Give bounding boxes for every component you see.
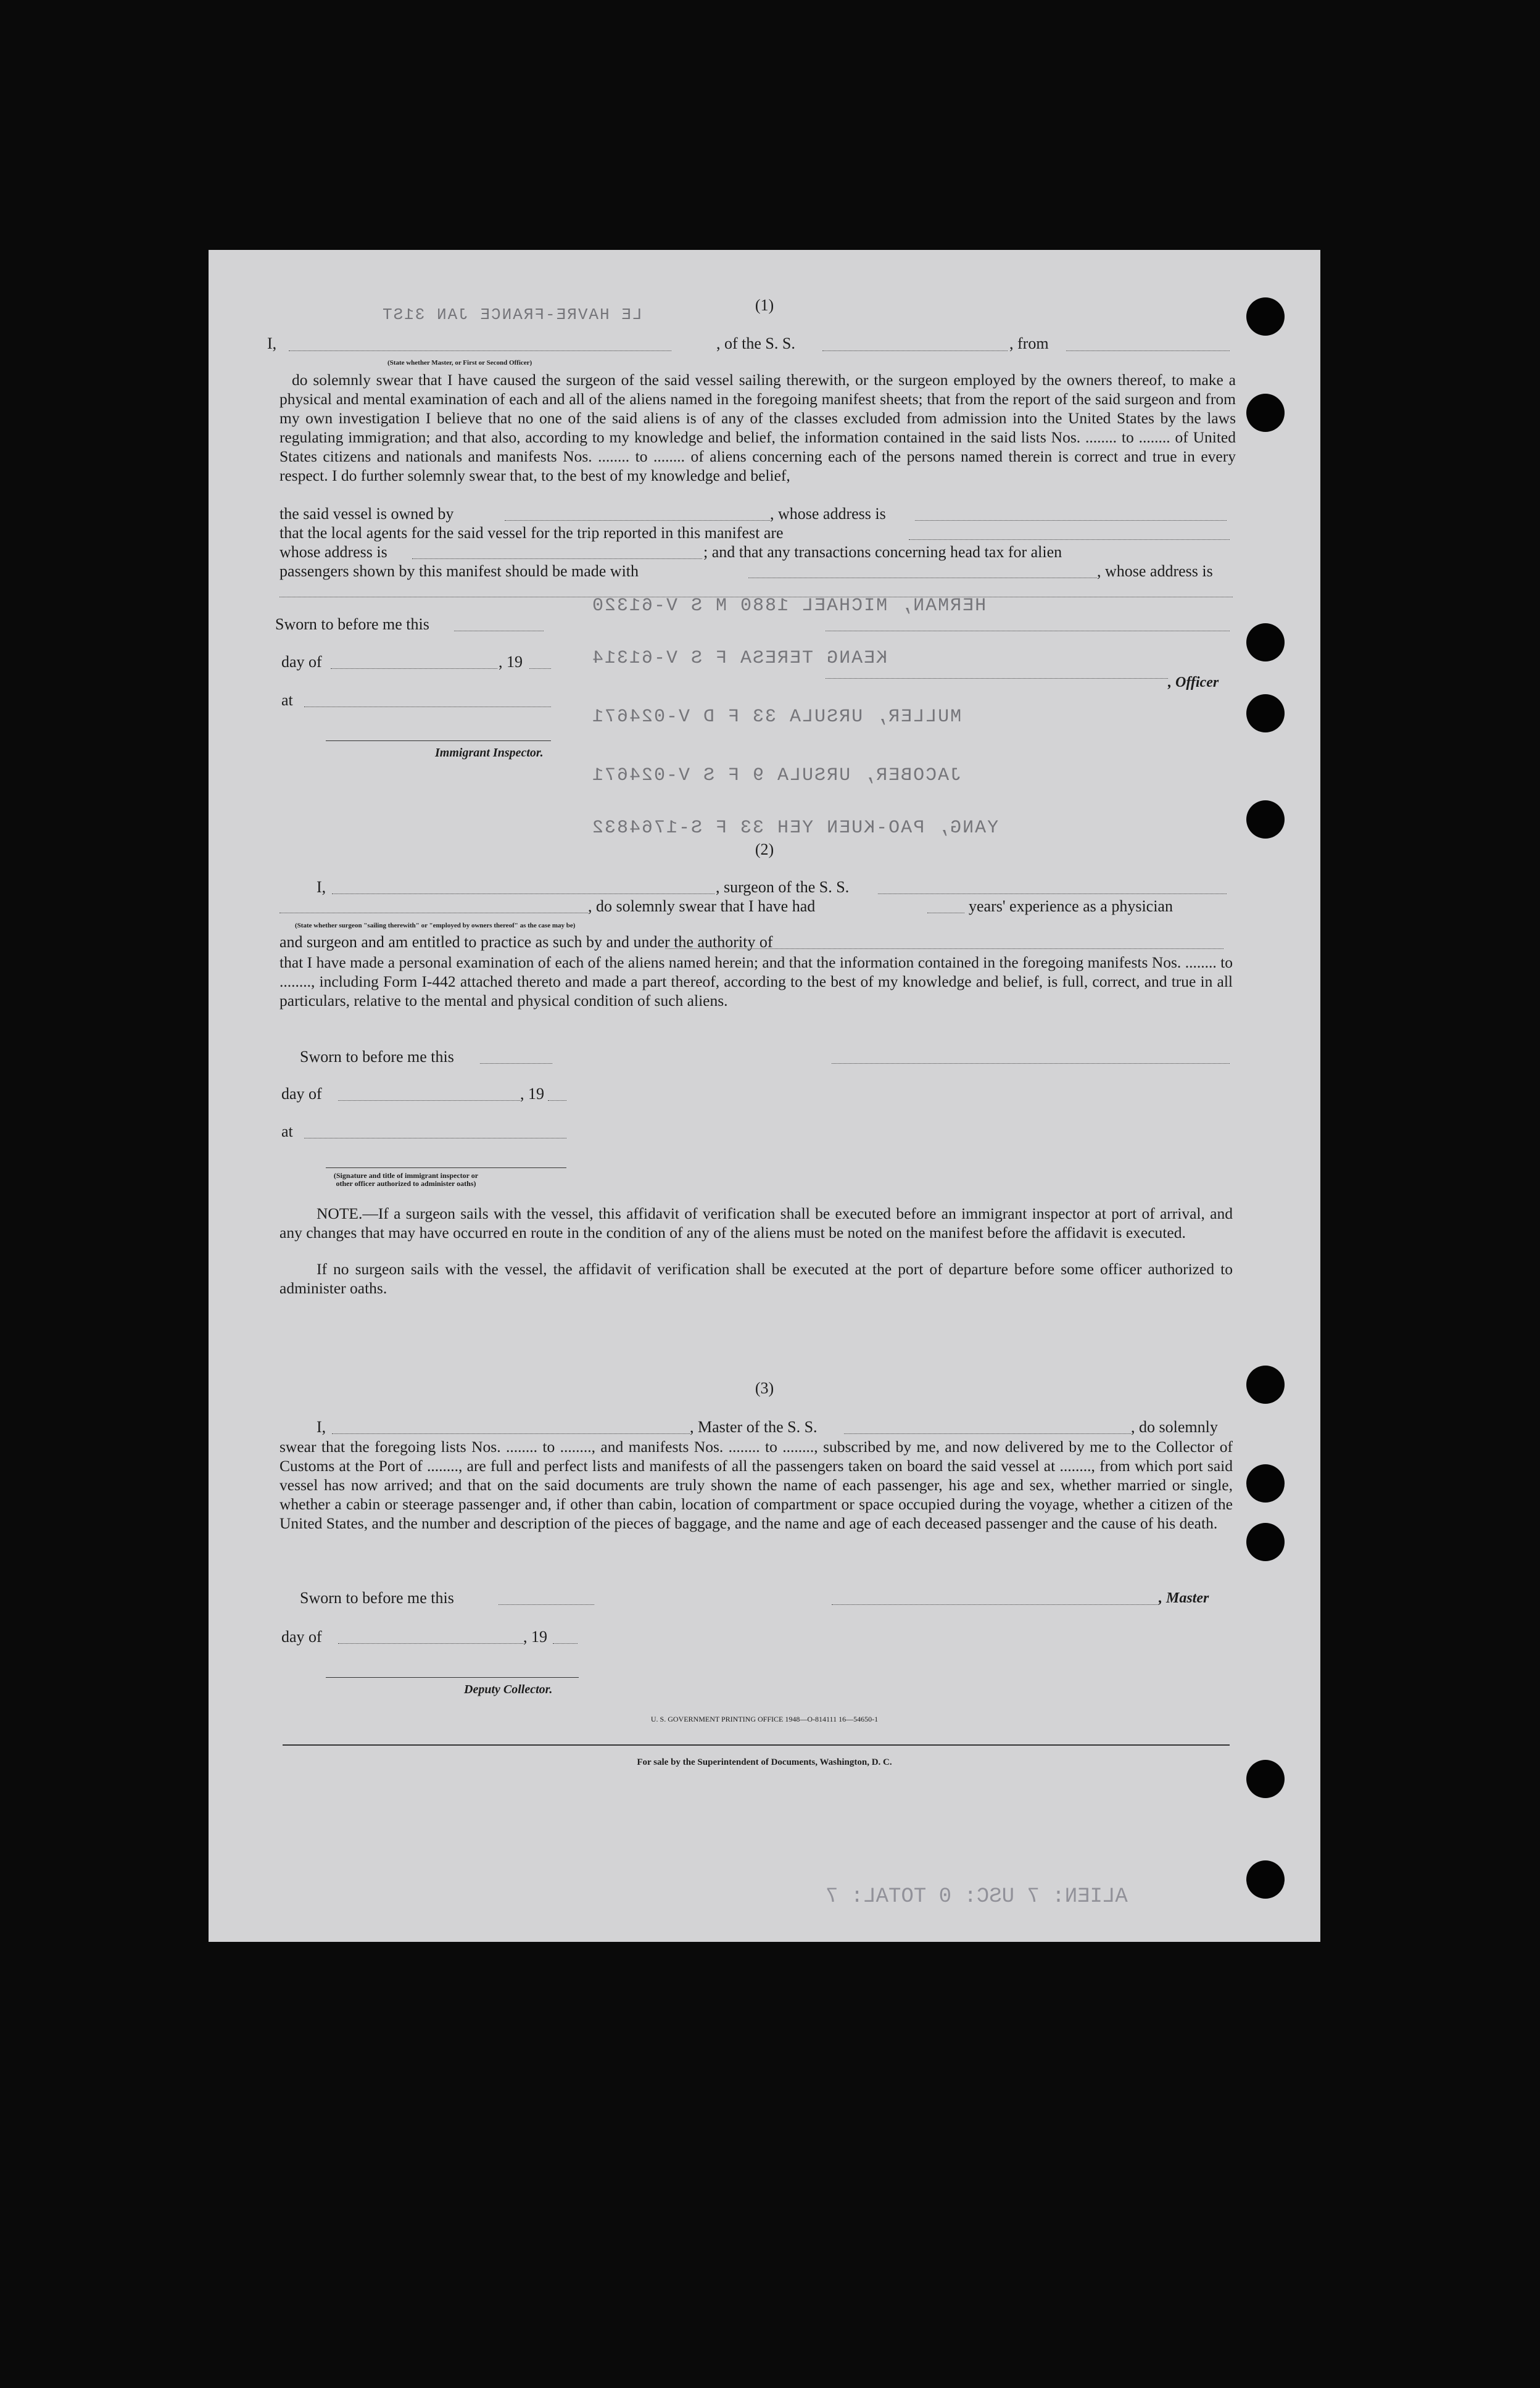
affidavit-2-right-line — [832, 1063, 1230, 1064]
surgeon-note: NOTE.—If a surgeon sails with the vessel, this affidavit of verification shall be executed before an immigrant inspector at port of arrival, and any changes that may have occurred en route in the condition of any of the aliens must be noted on the manifest before the affidavit is executed. — [279, 1204, 1233, 1242]
binder-hole-7 — [1246, 1464, 1285, 1503]
affidavit-1-text: do solemnly swear that I have caused the surgeon of the said vessel sailing therewith, or the surgeon employed by the owners thereof, to make a physical and mental examination of each and all of the aliens named in the foregoing manifest sheets; that from the report of the said surgeon and from my own investigation I believe that no one of the said aliens is of any of the classes excluded from admission into the United States by the laws regulating immigration; and that also, according to my knowledge and belief, the information contained in the said lists Nos. ........ to ........ of United States citizens and nationals and manifests Nos. ........ to ........ of aliens concerning each of the persons named therein is correct and true in every respect. I do further solemnly swear that, to the best of my knowledge and belief, — [279, 371, 1236, 484]
binder-hole-9 — [1246, 1760, 1285, 1798]
vessel-name-line — [822, 350, 1008, 351]
binder-hole-4 — [1246, 694, 1285, 732]
binder-hole-1 — [1246, 297, 1285, 336]
deputy-collector-label: Deputy Collector. — [464, 1683, 553, 1696]
affidavit-1-heading: (1) — [755, 296, 774, 314]
master-signature-line — [832, 1604, 1159, 1605]
from-label: , from — [1009, 334, 1049, 352]
binder-hole-10 — [1246, 1860, 1285, 1899]
affidavit-1-year-line — [529, 668, 551, 669]
affidavit-1-year: , 19 — [499, 653, 523, 671]
for-sale-notice: For sale by the Superintendent of Documents, Washington, D. C. — [637, 1757, 892, 1767]
agents-address-line — [412, 558, 702, 559]
manifest-back-page — [209, 250, 1320, 1942]
officer-name-line — [289, 350, 671, 351]
agents-address-label: whose address is — [279, 543, 387, 561]
affidavit-3-i: I, — [317, 1418, 326, 1436]
inspector-signature-rule — [326, 740, 551, 741]
master-title: , Master — [1159, 1590, 1209, 1606]
affidavit-2-sworn-line — [480, 1063, 552, 1064]
affidavit-1-at: at — [281, 691, 293, 709]
bleed-row-1: HERMAN, MICHAEL 1880 M S V-61320 — [591, 595, 987, 616]
owned-by-label: the said vessel is owned by — [279, 505, 454, 523]
bleed-row-4: JACOBER, URSULA 9 F S V-024671 — [591, 765, 962, 786]
affidavit-3-heading: (3) — [755, 1379, 774, 1397]
binder-hole-8 — [1246, 1523, 1285, 1561]
affidavit-1-day-line — [331, 668, 497, 669]
affidavit-3-sworn-line — [499, 1604, 594, 1605]
head-tax-label: ; and that any transactions concerning head tax for alien — [703, 543, 1062, 561]
affidavit-3-day-line — [338, 1643, 523, 1644]
affidavit-2-signature-rule — [326, 1167, 566, 1168]
affidavit-2-at: at — [281, 1122, 293, 1140]
binder-hole-5 — [1246, 800, 1285, 839]
local-agents-label: that the local agents for the said vessel for the trip reported in this manifest are — [279, 524, 784, 542]
surgeon-vessel-line — [878, 893, 1227, 894]
affidavit-3-text: swear that the foregoing lists Nos. ........ to ........, and manifests Nos. ........ to ........, subscribed by me, and now delivered by me to the Collector of Customs at the Port of ........, are full and perfect lists and manifests of all the passengers taken on board the said vessel at ........, from which port said vessel has now arrived; and that on the said documents are truly shown the name of each passenger, his age and sex, whether married or single, whether a cabin or steerage passenger and, if other than cabin, location of compartment or space occupied during the voyage, whether a citizen of the United States, and the number and description of the pieces of baggage, and the name and age of each deceased passenger and the cause of his death. — [279, 1438, 1233, 1532]
affidavit-2-day-of: day of — [281, 1085, 322, 1103]
master-name-line — [332, 1433, 690, 1434]
binder-hole-3 — [1246, 623, 1285, 661]
immigrant-inspector-label: Immigrant Inspector. — [435, 746, 544, 760]
affidavit-2-day-line — [338, 1100, 520, 1101]
affidavit-2-signature-label: (Signature and title of immigrant inspector or other officer authorized to administer oaths) — [333, 1171, 479, 1188]
bleed-row-2: KEANG TERESA F S V-61314 — [591, 648, 888, 669]
surgeon-note-2: If no surgeon sails with the vessel, the affidavit of verification shall be executed at the port of departure before some officer authorized to administer oaths. — [279, 1260, 1233, 1297]
owner-line — [505, 520, 770, 521]
from-port-line — [1066, 350, 1230, 351]
footer-rule — [283, 1744, 1230, 1746]
authority-line — [665, 948, 1223, 949]
officer-label: (State whether Master, or First or Second Officer) — [387, 359, 532, 367]
affidavit-1-sworn: Sworn to before me this — [275, 615, 429, 633]
years-label: years' experience as a physician — [969, 897, 1173, 915]
affidavit-2-sworn: Sworn to before me this — [300, 1048, 454, 1066]
master-of-label: , Master of the S. S. — [690, 1418, 818, 1436]
collector-signature-rule — [326, 1677, 579, 1678]
solemnly-label: , do solemnly — [1131, 1418, 1218, 1436]
head-tax-address-label: , whose address is — [1097, 562, 1213, 580]
authority-label: and surgeon and am entitled to practice as such by and under the authority of — [279, 933, 773, 951]
affidavit-2-i: I, — [317, 878, 326, 896]
affidavit-2-heading: (2) — [755, 840, 774, 858]
affidavit-2-year-line — [548, 1100, 566, 1101]
local-agents-line — [909, 539, 1230, 540]
affidavit-3-year-line — [553, 1643, 578, 1644]
surgeon-status-label: (State whether surgeon "sailing therewith" or "employed by owners thereof" as the case may be) — [295, 922, 576, 929]
gpo-imprint: U. S. GOVERNMENT PRINTING OFFICE 1948—O-814111 16—54650-1 — [650, 1715, 879, 1723]
owner-address-line — [915, 520, 1227, 521]
of-ss-label: , of the S. S. — [716, 334, 795, 352]
affidavit-2-year: , 19 — [520, 1085, 544, 1103]
binder-hole-6 — [1246, 1366, 1285, 1404]
binder-hole-2 — [1246, 394, 1285, 432]
master-vessel-line — [844, 1433, 1131, 1434]
affidavit-3-year: , 19 — [523, 1628, 547, 1646]
bleed-header: LE HAVRE-FRANCE JAN 31ST — [381, 305, 642, 324]
bleed-row-3: MULLER, URSULA 33 F D V-024671 — [591, 707, 962, 728]
affidavit-3-sworn: Sworn to before me this — [300, 1589, 454, 1607]
surgeon-of-label: , surgeon of the S. S. — [716, 878, 850, 896]
affidavit-1-day-of: day of — [281, 653, 322, 671]
bleed-row-5: YANG, PAO-KUEN YEH 33 F S-1764832 — [591, 818, 999, 839]
affidavit-2-text: that I have made a personal examination of each of the aliens named herein; and that the information contained in the foregoing manifests Nos. ........ to ........, including Form I-442 attached thereto and made a part thereof, according to the best of my knowledge and belief, is full, correct, and true in all particulars, relative to the mental and physical condition of such aliens. — [279, 953, 1233, 1010]
affidavit-3-day-of: day of — [281, 1628, 322, 1646]
officer-title: , Officer — [1168, 674, 1219, 690]
surgeon-swear-label: , do solemnly swear that I have had — [588, 897, 816, 915]
owner-address-label: , whose address is — [770, 505, 886, 523]
passengers-label: passengers shown by this manifest should be made with — [279, 562, 639, 580]
bleed-stamp-bottom: ALIEN: 7 USC: 0 TOTAL: 7 — [826, 1885, 1128, 1909]
surgeon-name-line — [332, 893, 714, 894]
officer-signature-line — [826, 678, 1168, 679]
affidavit-1-i: I, — [267, 334, 277, 352]
